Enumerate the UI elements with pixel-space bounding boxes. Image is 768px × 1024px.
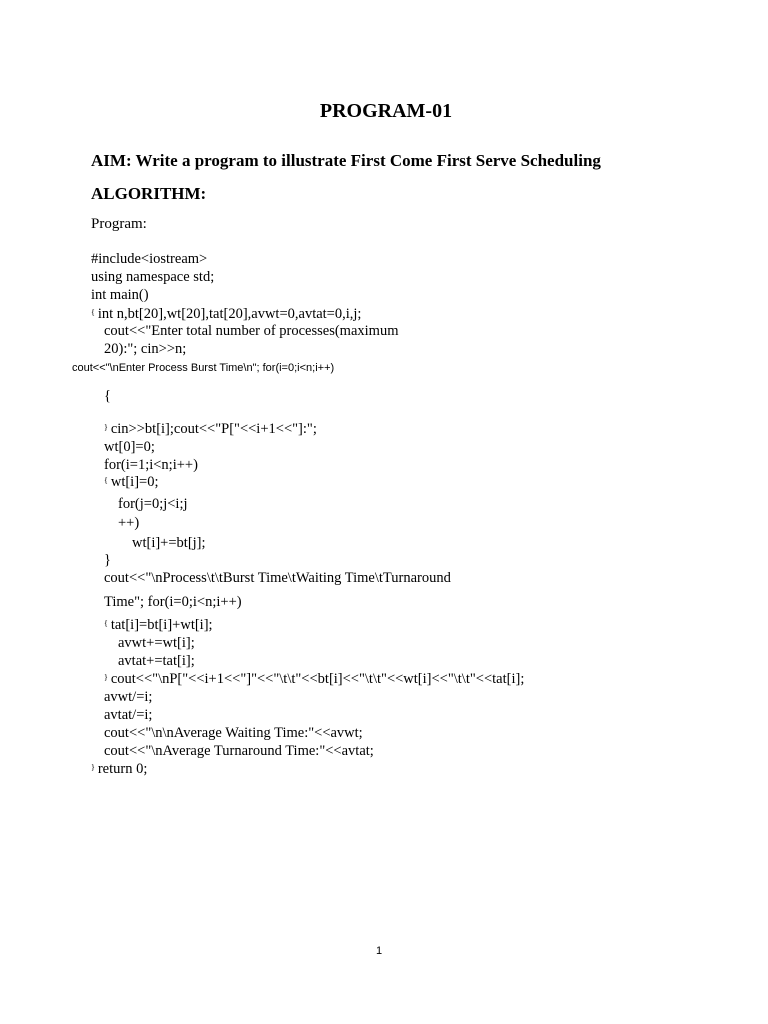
code-line: [91, 304, 361, 323]
code-line: for(j=0;j<i;j: [118, 496, 188, 512]
code-line: #include<iostream>: [91, 251, 208, 267]
aim-heading: AIM: Write a program to illustrate First Come First Serve Scheduling: [91, 151, 601, 170]
code-brace: }: [91, 763, 95, 772]
code-line: cout<<"\nEnter Process Burst Time\n"; for(i=0;i<n;i++): [72, 362, 335, 374]
code-line: wt[i]+=bt[j];: [132, 535, 206, 551]
code-line: cout<<"\nProcess\t\tBurst Time\tWaiting Time\tTurnaround: [104, 570, 451, 586]
code-line: cout<<"\n\nAverage Waiting Time:"<<avwt;: [104, 725, 363, 741]
code-line: int main(): [91, 287, 149, 303]
code-line: avwt+=wt[i];: [118, 635, 195, 651]
code-brace: {: [104, 476, 108, 485]
code-line: }: [104, 552, 111, 568]
page-number: 1: [375, 945, 383, 957]
code-text: return 0;: [97, 761, 148, 777]
code-line: [104, 472, 159, 491]
code-text: int n,bt[20],wt[20],tat[20],avwt=0,avtat=0,i,j;: [97, 306, 362, 322]
algorithm-heading: ALGORITHM:: [91, 184, 207, 203]
code-line: avtat+=tat[i];: [118, 653, 195, 669]
code-line: [104, 669, 524, 688]
code-line: avwt/=i;: [104, 689, 153, 705]
code-line: cout<<"Enter total number of processes(maximum: [104, 323, 399, 339]
code-line: [91, 759, 147, 778]
code-brace: {: [104, 619, 108, 628]
code-line: Time"; for(i=0;i<n;i++): [104, 594, 242, 610]
code-line: cout<<"\nAverage Turnaround Time:"<<avtat;: [104, 743, 374, 759]
code-text: wt[i]=0;: [110, 474, 159, 490]
code-brace: }: [104, 673, 108, 682]
code-line: ++): [118, 515, 140, 531]
code-line: {: [104, 388, 111, 404]
code-text: cout<<"\nP["<<i+1<<"]"<<"\t\t"<<bt[i]<<"\t\t"<<wt[i]<<"\t\t"<<tat[i];: [110, 671, 525, 687]
program-label: Program:: [91, 216, 147, 232]
code-line: avtat/=i;: [104, 707, 153, 723]
code-line: [104, 419, 317, 438]
code-line: using namespace std;: [91, 269, 215, 285]
page-title: PROGRAM-01: [319, 100, 453, 122]
code-line: for(i=1;i<n;i++): [104, 457, 198, 473]
code-line: wt[0]=0;: [104, 439, 155, 455]
code-line: [104, 615, 213, 634]
code-line: 20):"; cin>>n;: [104, 341, 187, 357]
code-brace: {: [91, 308, 95, 317]
code-brace: }: [104, 423, 108, 432]
code-text: tat[i]=bt[i]+wt[i];: [110, 617, 213, 633]
code-text: cin>>bt[i];cout<<"P["<<i+1<<"]:";: [110, 421, 317, 437]
